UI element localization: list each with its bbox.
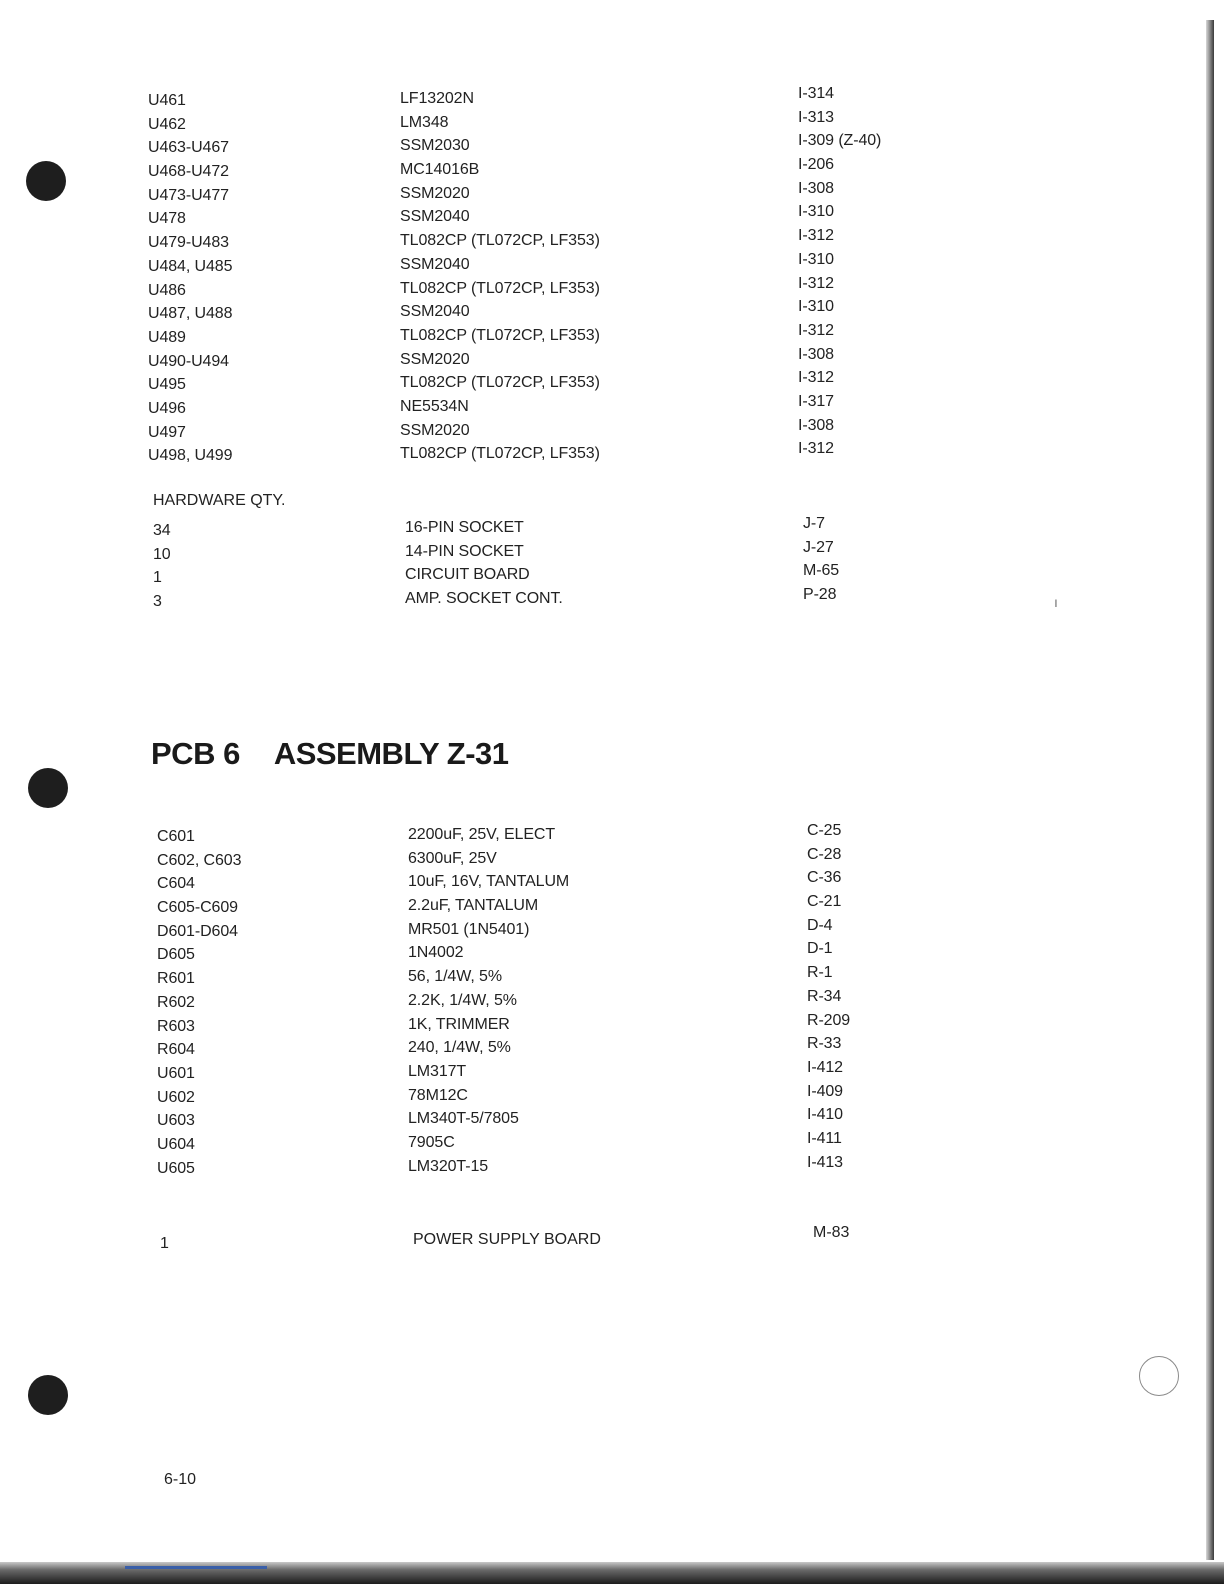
hardware-part-number: P-28 <box>803 586 837 604</box>
pcb6-heading <box>151 736 509 772</box>
hardware-heading: HARDWARE QTY. <box>153 492 286 509</box>
upper-designator-column <box>148 89 232 468</box>
part-description: SSM2020 <box>400 184 470 202</box>
part-number: I-411 <box>807 1129 842 1147</box>
hardware-part-number: J-7 <box>803 515 825 532</box>
part-number: I-409 <box>807 1082 843 1100</box>
hardware-description-column <box>405 516 563 611</box>
hardware-description: 14-PIN SOCKET <box>405 542 524 560</box>
part-number: I-308 <box>798 345 834 363</box>
part-description: 2.2uF, TANTALUM <box>408 897 539 915</box>
part-description: LM320T-15 <box>408 1157 489 1175</box>
part-description: TL082CP (TL072CP, LF353) <box>400 232 600 250</box>
hardware-description: 16-PIN SOCKET <box>405 519 524 536</box>
page-number: 6-10 <box>164 1471 197 1488</box>
part-designator: U497 <box>148 423 186 441</box>
part-designator: U603 <box>157 1112 195 1130</box>
part-designator: R603 <box>157 1017 195 1035</box>
part-number: I-308 <box>798 179 834 197</box>
part-designator: U495 <box>148 376 186 394</box>
part-designator: U473-U477 <box>148 186 229 204</box>
part-number: I-206 <box>798 156 834 174</box>
part-number: R-34 <box>807 987 842 1005</box>
scanner-edge-strip <box>125 1566 267 1569</box>
part-description: SSM2040 <box>400 255 470 273</box>
part-designator: U604 <box>157 1135 195 1153</box>
part-designator: U605 <box>157 1159 195 1177</box>
hardware-description: CIRCUIT BOARD <box>405 566 530 584</box>
part-number: I-413 <box>807 1153 843 1171</box>
hardware-quantity: 34 <box>153 522 171 539</box>
part-designator: U486 <box>148 281 186 299</box>
pcb6-part-number-column <box>807 819 850 1174</box>
pcb6-title-board: PCB 6 <box>151 736 240 771</box>
part-designator: C605-C609 <box>157 899 238 917</box>
part-designator: U601 <box>157 1064 195 1082</box>
part-number: C-28 <box>807 845 842 863</box>
part-designator: D605 <box>157 946 195 964</box>
part-number: I-410 <box>807 1106 843 1124</box>
part-description: TL082CP (TL072CP, LF353) <box>400 279 600 297</box>
part-description: SSM2040 <box>400 208 470 226</box>
binder-hole-middle <box>28 768 68 808</box>
part-description: TL082CP (TL072CP, LF353) <box>400 326 600 344</box>
part-description: 10uF, 16V, TANTALUM <box>408 873 570 891</box>
part-description: 78M12C <box>408 1086 468 1104</box>
part-description: 56, 1/4W, 5% <box>408 968 502 986</box>
part-number: C-21 <box>807 893 842 911</box>
part-description: MR501 (1N5401) <box>408 920 530 938</box>
binder-hole-top <box>26 161 66 201</box>
part-description: LM317T <box>408 1062 467 1080</box>
part-number: D-4 <box>807 916 833 934</box>
part-designator: U498, U499 <box>148 447 233 465</box>
part-number: I-312 <box>798 321 834 339</box>
part-designator: U461 <box>148 92 186 109</box>
part-designator: U479-U483 <box>148 234 229 252</box>
scan-speck: ı <box>1054 594 1058 610</box>
hardware-quantity: 1 <box>153 569 162 587</box>
part-description: LF13202N <box>400 90 474 107</box>
part-number: C-25 <box>807 822 842 839</box>
part-number: I-310 <box>798 203 834 221</box>
hardware-quantity-column <box>153 519 171 614</box>
part-description: MC14016B <box>400 161 480 179</box>
part-designator: R602 <box>157 993 195 1011</box>
hardware-quantity: 3 <box>153 593 162 611</box>
part-number: D-1 <box>807 940 833 958</box>
part-description: SSM2030 <box>400 137 470 155</box>
part-description: 7905C <box>408 1133 455 1151</box>
part-description: SSM2040 <box>400 303 470 321</box>
part-designator: U496 <box>148 399 186 417</box>
part-number: I-312 <box>798 274 834 292</box>
hardware-part-number-column <box>803 512 839 607</box>
pcb6-title-assembly: ASSEMBLY Z-31 <box>273 736 509 771</box>
part-number: I-312 <box>798 227 834 245</box>
page-edge-shadow <box>1206 20 1214 1560</box>
part-description: TL082CP (TL072CP, LF353) <box>400 374 600 392</box>
scanner-bottom-edge <box>0 1562 1224 1584</box>
part-description: LM348 <box>400 113 449 131</box>
power-supply-description: POWER SUPPLY BOARD <box>413 1231 601 1248</box>
part-description: LM340T-5/7805 <box>408 1110 519 1128</box>
part-number: I-308 <box>798 416 834 434</box>
hardware-part-number: M-65 <box>803 562 840 580</box>
part-designator: U490-U494 <box>148 352 229 370</box>
part-number: I-313 <box>798 108 834 126</box>
part-number: R-33 <box>807 1035 842 1053</box>
part-designator: U462 <box>148 115 186 133</box>
part-number: I-412 <box>807 1058 843 1076</box>
part-description: 240, 1/4W, 5% <box>408 1039 511 1057</box>
part-number: I-312 <box>798 440 834 458</box>
part-designator: U487, U488 <box>148 305 233 323</box>
part-designator: U489 <box>148 328 186 346</box>
part-designator: D601-D604 <box>157 922 238 940</box>
hardware-description: AMP. SOCKET CONT. <box>405 590 563 608</box>
part-designator: U478 <box>148 210 186 228</box>
part-number: I-312 <box>798 369 834 387</box>
part-designator: R601 <box>157 970 195 988</box>
part-number: R-1 <box>807 964 833 982</box>
part-number: I-309 (Z-40) <box>798 132 882 150</box>
part-designator: U602 <box>157 1088 195 1106</box>
part-description: 2.2K, 1/4W, 5% <box>408 991 517 1009</box>
part-description: 1K, TRIMMER <box>408 1015 510 1033</box>
part-designator: C602, C603 <box>157 851 242 869</box>
part-description: SSM2020 <box>400 350 470 368</box>
upper-description-column <box>400 87 600 466</box>
pcb6-description-column <box>408 823 569 1178</box>
part-number: I-310 <box>798 250 834 268</box>
part-description: SSM2020 <box>400 421 470 439</box>
part-designator: U484, U485 <box>148 257 233 275</box>
hardware-part-number: J-27 <box>803 538 834 556</box>
upper-part-number-column <box>798 82 881 461</box>
part-number: R-209 <box>807 1011 851 1029</box>
part-number: I-317 <box>798 392 834 410</box>
part-designator: C604 <box>157 875 195 893</box>
part-number: I-310 <box>798 298 834 316</box>
part-designator: C601 <box>157 828 195 845</box>
part-description: TL082CP (TL072CP, LF353) <box>400 445 600 463</box>
hardware-quantity: 10 <box>153 545 171 563</box>
part-description: 2200uF, 25V, ELECT <box>408 826 556 843</box>
part-number: C-36 <box>807 869 842 887</box>
power-supply-quantity: 1 <box>160 1235 169 1252</box>
part-description: 6300uF, 25V <box>408 849 497 867</box>
faint-hole-outline <box>1139 1356 1179 1396</box>
pcb6-designator-column <box>157 825 241 1180</box>
power-supply-part-number: M-83 <box>813 1224 850 1241</box>
binder-hole-bottom <box>28 1375 68 1415</box>
part-designator: U463-U467 <box>148 139 229 157</box>
part-description: NE5534N <box>400 397 469 415</box>
part-designator: R604 <box>157 1041 195 1059</box>
part-number: I-314 <box>798 85 834 102</box>
part-designator: U468-U472 <box>148 163 229 181</box>
part-description: 1N4002 <box>408 944 464 962</box>
